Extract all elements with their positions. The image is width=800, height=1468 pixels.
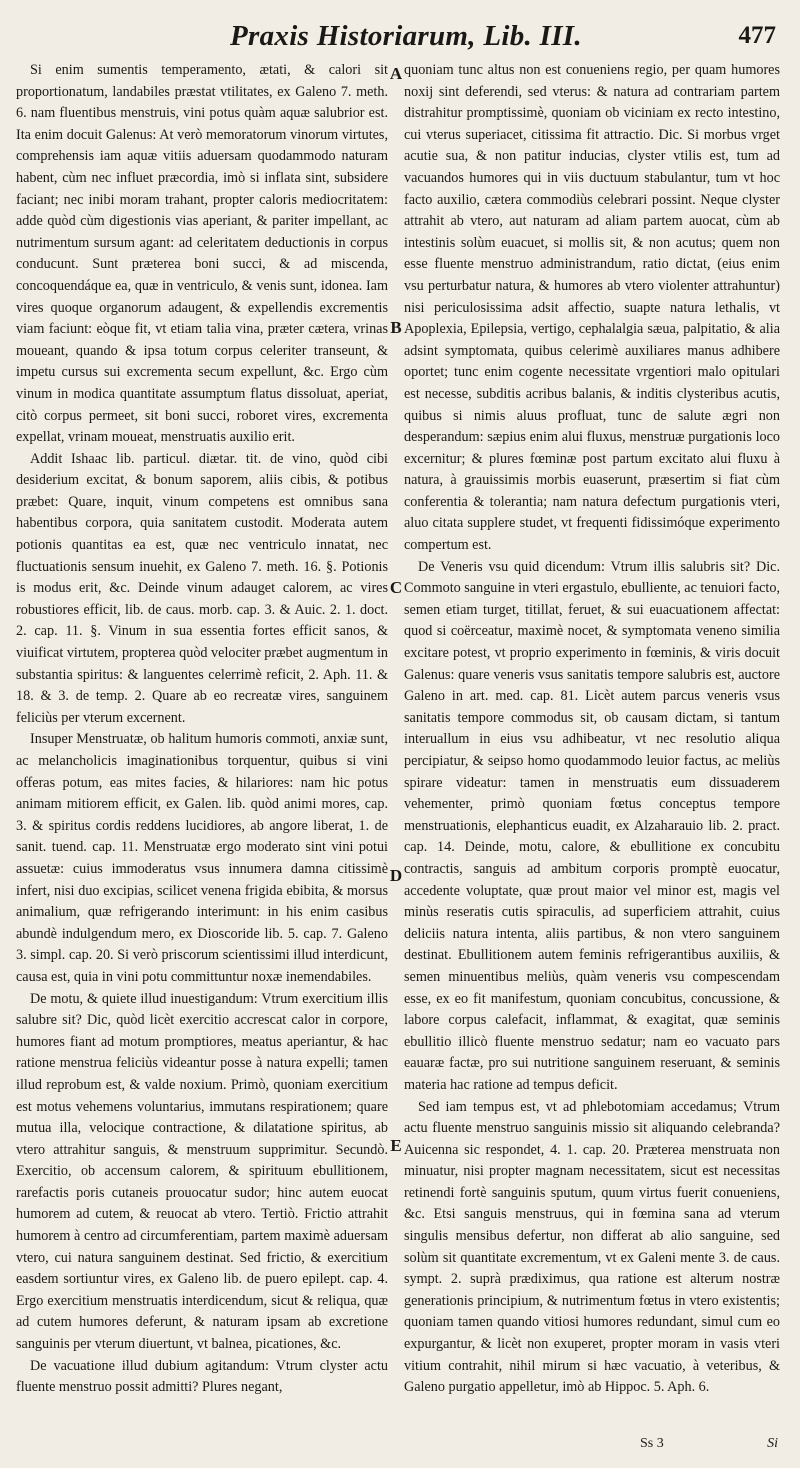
signature-mark: Ss 3 (640, 1436, 664, 1451)
page-number: 477 (738, 22, 776, 49)
paragraph: De motu, & quiete illud inuestigandum: Vtrum exercitium illis salubre sit? Dic, quòd licèt exercitio accrescat calor in corpore, humores fiant ad motum promptiores, meatus aperiantur, & hac ratione menstrua feliciùs videantur posse à natura expelli; tamen illud reprobum est, & valde noxium. Primò, quoniam exercitium est motus vehemens voluntarius, immutans respirationem; quare mutua illa, velocique contractione, & dilatatione spiritus, ab vtero attrahitur sanguis, & menstruum supprimitur. Secundò. Exercitio, ob accensum calorem, & spirituum ebullitionem, rarefactis poris cutaneis prouocatur sudor; hinc autem euocat humorem ad cutem, & reuocat ab vtero. Tertiò. Frictio attrahit humorem à centro ad circumferentiam, partem maximè aduersam vtero, cui natura sanguinem destinat. Sed frictio, & exercitium easdem sortiuntur vires, ex Galeno lib. de puero epilept. cap. 4. Ergo exercitium menstruatis interdicendum, sicut & reliqua, quæ ad cutem humores deferunt, & naturam ipsam ab excretione sanguinis per vterum diuertunt, vt balnea, picationes, &c. (16, 990, 388, 1353)
paragraph: quoniam tunc altus non est conueniens regio, per quam humores noxij sint deferendi, sed vterus: & natura ad contrariam partem distrahitur promptissimè, quoniam ob viciniam ex recto intestino, cui vterus superiacet, citissima fit attractio. Dic. Si morbus vrget acutie sua, & non patitur inducias, clyster vtilis est, tum ad vacuandos humores qui in viis ductuum stabulantur, tum vt hoc facto auxilio, cætera commodiùs celebrari possint. Neque clyster attrahit ab vtero, aut naturam ad aliam partem auocat, cùm ab intestinis solùm euacuet, si mollis sit, & non acutus; quem non esse fluente menstruo administrandum, ratio dictat, (eius enim vsu perturbatur natura, & humores ab vtero violenter attrahuntur) nisi periculosissima adsit affectio, suapte natura lethalis, vt Apoplexia, Epilepsia, vertigo, cephalalgia sæua, palpitatio, & alia adsint symptomata, quibus celerimè auxiliares manus adhibere oportet; tunc enim cogente necessitate vrgentiori malo opitulari est necesse, subditis acribus balanis, & inditis clysteribus acutis, quibus si nimis aluus profluat, tunc de salute ægri non desperandum: sæpius enim alui fluxus, menstruæ purgationis loco excernitur; & plures fœminæ post partum excitato alui fluxu à natura, à grauissimis morbis euaserunt, præsertim si fiat cùm conferentia & tolerantia; nam natura defectum purgationis vteri, aluo citata supplere studet, vt frequenti fidissimóque experimento compertum est. (404, 62, 780, 554)
running-title: Praxis Historiarum, Lib. III. (230, 20, 582, 52)
left-column (16, 60, 388, 1430)
paragraph: Addit Ishaac lib. particul. diætar. tit. de vino, quòd cibi desiderium excitat, & bonum saporem, aliis cibis, & potibus præbet: Quare, inquit, vinum competens est omnibus sana habentibus corpora, quia sanitatem custodit. Moderata autem potionis quantitas ea est, quæ nec ventriculo innatat, nec fluctuationis sensum inuehit, ex Galeno 7. meth. 16. §. Potionis is modus erit, &c. Deinde vinum adauget calorem, ac vires robustiores efficit, lib. de caus. morb. cap. 3. & Auic. 2. 1. doct. 2. cap. 11. §. Vinum in sua essentia fortes efficit sanos, & viuificat virtutem, propterea quòd velociter præbet augmentum in substantia spiritus: & languentes celerrimè reficit, 2. Aph. 11. & 18. & 3. de temp. 2. Quare ab eo recreatæ vires, sanguinem feliciùs per vterum excernent. (16, 450, 388, 726)
paragraph: De vacuatione illud dubium agitandum: Vtrum clyster actu fluente menstruo possit admitti? Plures negant, (16, 1357, 388, 1396)
paragraph: Si enim sumentis temperamento, ætati, & calori sit proportionatum, landabiles præstat vtilitates, ex Galeno 7. meth. 6. nam fluentibus menstruis, vini potus quàm aquæ salubrior est. Ita enim docuit Galenus: At verò memoratorum vinorum virtutes, comprehensis iam aquæ vitiis aduersam quodammodo naturam habent, cùm nec influet præcordia, imò si inflata sint, subsidere faciant; nec inibi moram trahant, propter caloris mediocritatem: adde quòd cùm digestionis vias aperiant, & pariter impellant, ac nutrimentum sursum agant: ad celeritatem deductionis in corpus conducunt. Sunt præterea boni succi, & ad miscenda, concoquendáque ea, quæ in ventriculo, & venis sunt, idonea. Iam vires quoque organorum adaugent, & expellendis excrementis viam faciunt: eòque fit, vt etiam talia vina, præter cætera, vrinas moueant, quando & ipsa totum corpus celeriter transeunt, & impetu cursus sui excrementa secum expellunt, &c. Ergo cùm vinum in modica quantitate assumptum flatus dissoluat, aperiat, citò corpus permeet, sit boni succi, roboret vires, excrementa expellat, vrinam moueat, menstruatis auxilio erit. (16, 62, 388, 446)
margin-letter-b: B (390, 318, 402, 337)
right-column (404, 60, 780, 1430)
paragraph: Insuper Menstruatæ, ob halitum humoris commoti, anxiæ sunt, ac melancholicis imaginationibus torquentur, quibus si vini offeras potum, eas mites facies, & hilariores: nam hic potus animam mitiorem efficit, ex Galen. lib. quòd animi mores, cap. 3. & spiritus cordis reddens lucidiores, ab angore liberat, 1. de sanit. tuend. cap. 11. Menstruatæ ergo moderato sint vini potui assuetæ: cuius immoderatus vsus innumera damna citissimè infert, nisi duo excipias, scilicet venena frigida ebibita, & morsus animalium, quæ refrigerando interimunt: in his enim casibus abundè indulgendum mero, ex Dioscoride lib. 5. cap. 7. Galeno 3. simpl. cap. 20. Si verò priscorum scientissimi illud interdicunt, causa est, quia in vini potu committuntur noxæ inemendabiles. (16, 731, 388, 985)
paragraph: Sed iam tempus est, vt ad phlebotomiam accedamus; Vtrum actu fluente menstruo sanguinis missio sit aliquando celebranda? Auicenna sic respondet, 4. 1. cap. 20. Præterea menstruata non minuatur, nisi propter magnam necessitatem, sicut est necessitas retinendi fortè sanguinis sputum, quum virtus fuerit conueniens, &c. Etsi sanguis menstruus, qui in fœmina sana ad vterum singulis mensibus defertur, non differat ab alio sanguine, sed solùm sit quantitate excrementum, vt ex Galeni mente 3. de caus. sympt. 2. suprà prædiximus, qua ratione est alterum nostræ generationis principium, & nutrimentum fœtus in vtero existentis; quoniam tamen quando vitiosi humores redundant, simul cum eo expurgantur, & licèt non exuperet, propter moram in vasis vteri vitium contrahit, nihil mirum si hæc vacuatio, à veteribus, & Galeno purgatio appelletur, imò ab Hippoc. 5. Aph. 6. (404, 1098, 780, 1396)
page-footer (404, 1436, 780, 1456)
margin-letter-c: C (389, 578, 403, 597)
margin-letter-d: D (389, 866, 403, 885)
catchword: Si (767, 1436, 778, 1451)
margin-letter-a: A (389, 64, 403, 83)
paragraph: De Veneris vsu quid dicendum: Vtrum illis salubris sit? Dic. Commoto sanguine in vteri ergastulo, ebulliente, ac tenuiori facto, semen etiam turget, titillat, feruet, & sui euacuationem affectat: quod si coërceatur, maximè nocet, & symptomata veneno similia excitare potest, vt proprio experimento in fœminis, & viris docuit Galenus: quare veneris vsus sanitatis tempore salubris est, auctore Galeno in art. med. cap. 81. Licèt autem parcus veneris vsus sanitatis tempore commodus sit, ob causam dictam, si tantum interuallum in eius vsu adhibeatur, vt nec resolutio aliqua percipiatur, & seipso homo quodammodo leuior factus, ac meliùs spirare videatur: tamen in menstruatis eum dissuaderem vehementer, primò quoniam fœtus conceptus tempore menstruationis, elephanticus euadit, ex Alzaharauio lib. 2. pract. cap. 14. Deinde, motu, calore, & ebullitione ex concubitu contractis, sanguis ad ambitum corporis promptè euocatur, accedente voluptate, quæ prout maior vel minor est, magis vel minùs reseratis cutis spiraculis, ad superficiem attrahit, cuius deliciis natura intenta, aliis partibus, & non vtero sanguinem destinat. Ebullitionem autem feminis refrigerantibus auxiliis, & semen minuentibus meliùs, quàm veneris vsu compescendam esse, ex eo fit manifestum, quoniam concubitus, concussione, & labore corpus calefacit, inflammat, & exagitat, quæ seminis ebullitio illicò fluente menstruo sedatur; nam eo vacuato pars eauaræ factæ, pro sui nutritione sanguinem reseruant, & seminis materia hac ratione ad tempus deficit. (404, 558, 780, 1093)
margin-letter-e: E (390, 1136, 402, 1155)
running-header (230, 20, 780, 54)
